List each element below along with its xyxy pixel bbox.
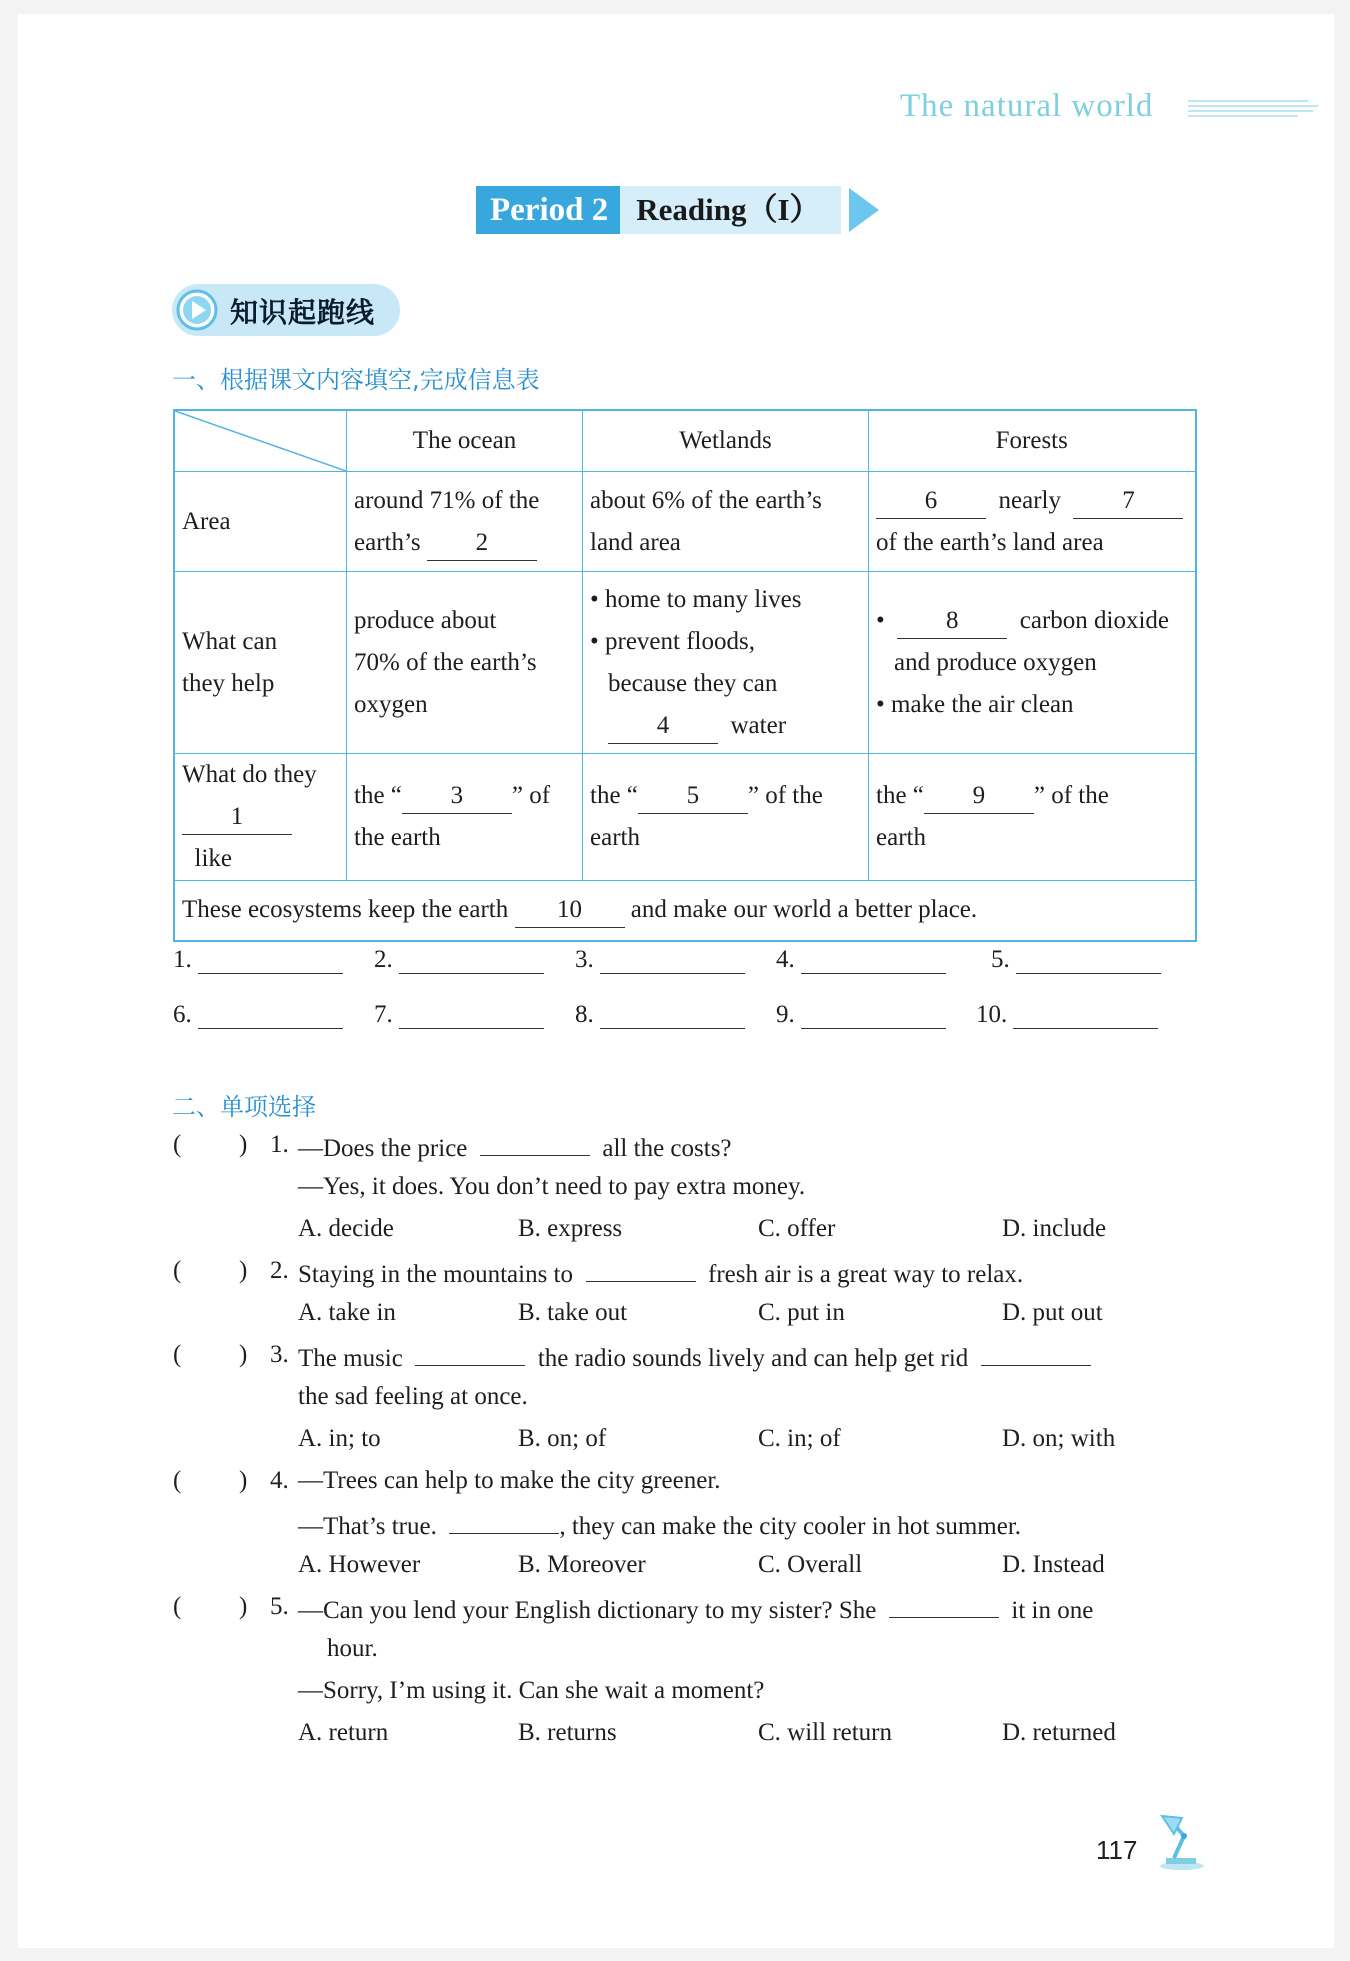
text: —That’s true. [298,1513,437,1540]
cell-ocean-like [347,754,583,881]
answer-line[interactable] [399,945,544,974]
answer-paren-close[interactable]: ) [239,1593,248,1620]
blank[interactable] [415,1341,525,1366]
option-a[interactable]: A. However [298,1551,421,1578]
cell-forests-like [869,754,1196,881]
text: These ecosystems keep the earth [182,896,509,924]
answer-paren-close[interactable]: ) [239,1257,248,1284]
question-4-reply [298,1509,1021,1541]
blank-1[interactable]: 1 [182,800,292,835]
option-d[interactable]: D. include [1002,1215,1107,1242]
text: oxygen [354,690,428,718]
text: the “ [354,782,402,809]
question-5-stem [298,1593,1093,1625]
option-c[interactable]: C. in; of [758,1425,841,1452]
text: earth [590,824,640,851]
option-b[interactable]: B. on; of [518,1425,607,1452]
cell-forests-help [869,572,1196,754]
diagonal-line [175,411,346,471]
question-5-reply: —Sorry, I’m using it. Can she wait a moment? [298,1677,765,1704]
blank-6[interactable]: 6 [876,484,986,519]
answer-10[interactable] [976,1000,1158,1029]
row-label-like [174,754,347,881]
text: earth [876,824,926,851]
blank[interactable] [981,1341,1091,1366]
cell-ocean-area [347,472,583,572]
text: ” of [511,782,551,809]
text: fresh air is a great way to relax. [708,1261,1024,1288]
section-2-title: 二、单项选择 [172,1093,316,1121]
answer-paren-open[interactable]: ( [173,1341,182,1368]
row-label-help [174,572,347,754]
text: —Does the price [298,1135,468,1162]
line [876,480,1188,522]
answer-5[interactable] [991,945,1161,974]
option-b[interactable]: B. express [518,1215,623,1242]
running-title: The natural world [900,88,1154,124]
answer-line[interactable] [801,945,946,974]
text: • make the air clean [876,690,1074,718]
line [590,705,861,747]
line [876,775,1188,817]
text: 70% of the earth’s [354,648,537,676]
text: land area [590,528,681,556]
answer-number: 3. [575,946,594,973]
text: and produce oxygen [894,648,1097,676]
option-d[interactable]: D. Instead [1002,1551,1105,1578]
option-b[interactable]: B. take out [518,1299,628,1326]
answer-paren-open[interactable]: ( [173,1467,182,1494]
play-circle-icon [176,289,218,331]
text: • home to many lives [590,585,802,613]
question-number: 1. [270,1131,289,1158]
text: all the costs? [602,1135,732,1162]
text: water [730,711,787,739]
table-corner-cell [174,410,347,472]
text: carbon dioxide [1019,606,1170,634]
text: like [194,845,232,872]
answer-2[interactable] [374,945,544,974]
answer-number: 1. [173,946,192,973]
option-b[interactable]: B. returns [518,1719,617,1746]
blank[interactable] [480,1131,590,1156]
line [354,522,575,564]
blank-4[interactable]: 4 [608,709,718,744]
text: What do they [182,761,317,788]
blank-7[interactable]: 7 [1073,484,1183,519]
text: nearly [998,486,1061,514]
answer-number: 4. [776,946,795,973]
answer-line[interactable] [1013,1000,1158,1029]
answer-number: 7. [374,1001,393,1028]
cell-ocean-help [347,572,583,754]
header-stripes-decoration [1188,98,1328,120]
answer-1[interactable] [173,945,343,974]
text: the “ [876,782,924,809]
blank[interactable] [449,1509,559,1534]
cell-wetlands-area [583,472,869,572]
badge-label: 知识起跑线 [230,296,376,329]
option-a[interactable]: A. in; to [298,1425,381,1452]
info-table [173,409,1197,942]
blank-8[interactable]: 8 [897,604,1007,639]
option-a[interactable]: A. take in [298,1299,396,1326]
period-banner [476,186,879,234]
answer-paren-open[interactable]: ( [173,1257,182,1284]
text: ” of the [1033,782,1109,809]
question-number: 4. [270,1467,289,1494]
text: Staying in the mountains to [298,1261,573,1288]
answer-line[interactable] [801,1000,946,1029]
question-number: 2. [270,1257,289,1284]
banner-arrow-icon [849,188,879,232]
answer-4[interactable] [776,945,946,974]
header-wetlands: Wetlands [583,410,869,472]
blank-3[interactable]: 3 [402,779,512,814]
answer-paren-close[interactable]: ) [239,1467,248,1494]
blank-10[interactable]: 10 [515,893,625,928]
question-4-stem: —Trees can help to make the city greener. [298,1467,721,1494]
question-5-continued: hour. [327,1635,378,1662]
table-footer-row [174,881,1196,941]
text: they help [182,669,275,697]
text: the “ [590,782,638,809]
text: The music [298,1345,403,1372]
text: , they can make the city cooler in hot summer. [559,1513,1022,1540]
text: • prevent floods, [590,627,755,655]
text: the radio sounds lively and can help get rid [537,1345,969,1372]
answer-8[interactable] [575,1000,745,1029]
line [182,796,339,880]
option-c[interactable]: C. will return [758,1719,893,1746]
question-number: 3. [270,1341,289,1368]
question-number: 5. [270,1593,289,1620]
question-1-stem [298,1131,732,1163]
answer-9[interactable] [776,1000,946,1029]
answer-number: 8. [575,1001,594,1028]
option-b[interactable]: B. Moreover [518,1551,646,1578]
option-c[interactable]: C. put in [758,1299,845,1326]
answer-3[interactable] [575,945,745,974]
text: ” of the [747,782,823,809]
cell-forests-area [869,472,1196,572]
question-1-reply: —Yes, it does. You don’t need to pay extra money. [298,1173,806,1200]
answer-number: 6. [173,1001,192,1028]
answer-number: 10. [976,1001,1008,1028]
blank-5[interactable]: 5 [638,779,748,814]
blank[interactable] [586,1257,696,1282]
answer-line[interactable] [198,1000,343,1029]
option-a[interactable]: A. return [298,1719,389,1746]
text: of the earth’s land area [876,528,1104,556]
line [876,600,1188,642]
option-c[interactable]: C. offer [758,1215,836,1242]
line [354,775,575,817]
page-number: 117 [1096,1835,1138,1865]
answer-line[interactable] [198,945,343,974]
period-label: Period 2 [476,186,620,234]
blank-2[interactable]: 2 [427,526,537,561]
answer-paren-close[interactable]: ) [239,1341,248,1368]
option-d[interactable]: D. put out [1002,1299,1103,1326]
answer-line[interactable] [1016,945,1161,974]
cell-wetlands-like [583,754,869,881]
text: the earth [354,824,441,851]
row-label-area: Area [174,472,347,572]
answer-number: 5. [991,946,1010,973]
question-2-stem [298,1257,1023,1289]
question-3-stem [298,1341,1091,1373]
answer-line[interactable] [600,945,745,974]
header-forests: Forests [869,410,1196,472]
section-1-title: 一、根据课文内容填空,完成信息表 [172,366,540,394]
answer-number: 9. [776,1001,795,1028]
option-a[interactable]: A. decide [298,1215,394,1242]
answer-line[interactable] [399,1000,544,1029]
blank-9[interactable]: 9 [924,779,1034,814]
text: about 6% of the earth’s [590,486,822,514]
question-3-continued: the sad feeling at once. [298,1383,528,1410]
cell-wetlands-help [583,572,869,754]
answer-7[interactable] [374,1000,544,1029]
section-badge [172,284,400,336]
answer-paren-open[interactable]: ( [173,1131,182,1158]
text: produce about [354,606,497,634]
answer-paren-open[interactable]: ( [173,1593,182,1620]
answer-6[interactable] [173,1000,343,1029]
text: it in one [1011,1597,1094,1624]
option-d[interactable]: D. returned [1002,1719,1116,1746]
option-c[interactable]: C. Overall [758,1551,863,1578]
text: —Can you lend your English dictionary to my sister? She [298,1597,877,1624]
desk-lamp-icon [1152,1812,1208,1870]
lesson-title: Reading（I） [620,186,840,234]
header-ocean: The ocean [347,410,583,472]
text: What can [182,627,278,655]
answer-line[interactable] [600,1000,745,1029]
option-d[interactable]: D. on; with [1002,1425,1116,1452]
bullet: • [876,606,885,634]
line [590,775,861,817]
answer-paren-close[interactable]: ) [239,1131,248,1158]
blank[interactable] [889,1593,999,1618]
answer-number: 2. [374,946,393,973]
text: because they can [608,669,778,697]
text: and make our world a better place. [630,896,978,924]
text: around 71% of the [354,486,540,514]
text: earth’s [354,528,421,556]
